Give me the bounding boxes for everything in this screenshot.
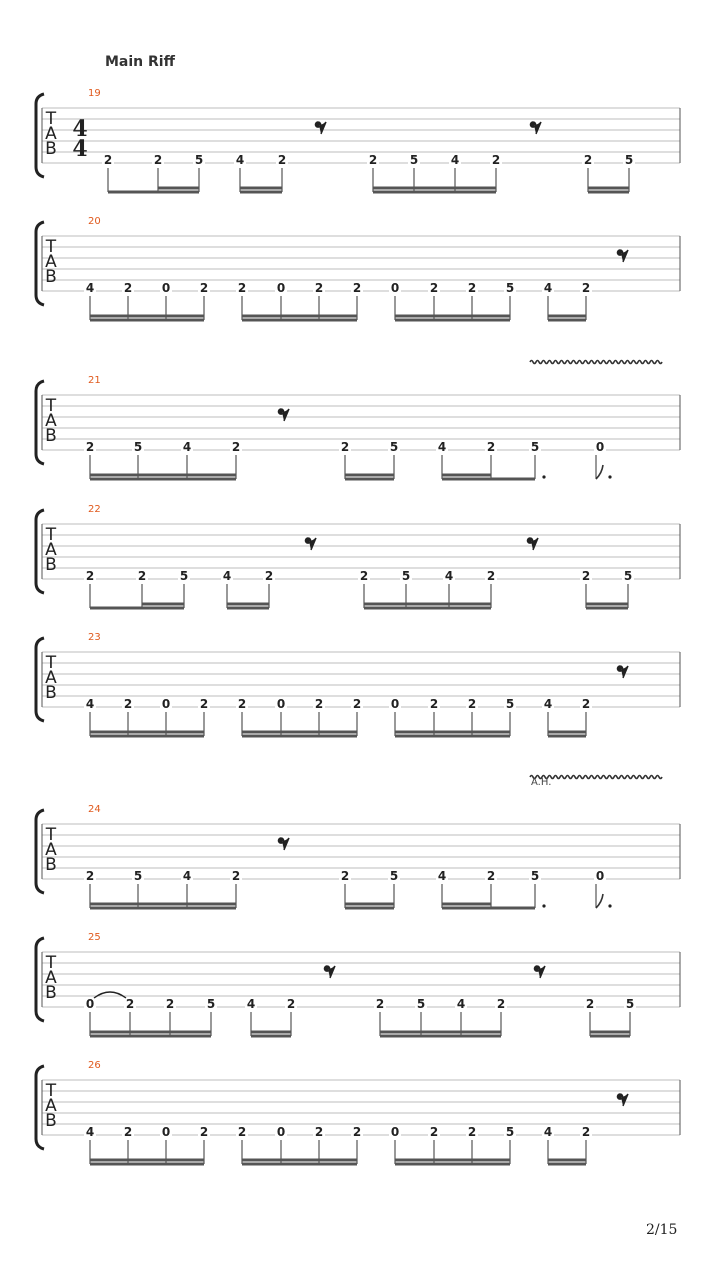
measure-number: 20 <box>88 216 101 227</box>
fret-number: 2 <box>375 997 385 1011</box>
measure-number: 25 <box>88 932 101 943</box>
tab-clef-letter: T <box>45 1081 57 1101</box>
fret-number: 2 <box>581 569 591 583</box>
fret-number: 2 <box>429 697 439 711</box>
tab-clef-letter: B <box>45 426 57 446</box>
tab-clef-letter: T <box>45 825 57 845</box>
eighth-rest <box>315 122 326 134</box>
fret-number: 2 <box>314 281 324 295</box>
fret-number: 2 <box>429 281 439 295</box>
fret-number: 0 <box>161 1125 171 1139</box>
fret-number: 5 <box>505 1125 515 1139</box>
eighth-rest <box>324 966 335 978</box>
fret-number: 2 <box>583 153 593 167</box>
fret-number: 2 <box>314 1125 324 1139</box>
eighth-rest <box>278 838 289 850</box>
system-bracket <box>36 94 44 177</box>
fret-number: 2 <box>352 697 362 711</box>
fret-number: 2 <box>237 697 247 711</box>
eighth-rest <box>278 409 289 421</box>
fret-number: 5 <box>194 153 204 167</box>
fret-number: 2 <box>486 440 496 454</box>
fret-number: 2 <box>352 281 362 295</box>
fret-number: 2 <box>123 281 133 295</box>
tab-system-23 <box>36 632 680 736</box>
fret-number: 0 <box>390 1125 400 1139</box>
tab-clef-letter: A <box>45 1096 57 1116</box>
fret-number: 5 <box>179 569 189 583</box>
fret-number: 5 <box>389 869 399 883</box>
fret-number: 0 <box>390 281 400 295</box>
page-number: 2/15 <box>646 1222 678 1238</box>
vibrato-line <box>530 361 662 364</box>
fret-number: 2 <box>581 697 591 711</box>
fret-number: 5 <box>416 997 426 1011</box>
fret-number: 2 <box>199 1125 209 1139</box>
fret-number: 4 <box>222 569 232 583</box>
fret-number: 2 <box>123 1125 133 1139</box>
tab-system-21 <box>36 361 680 480</box>
system-bracket <box>36 510 44 593</box>
system-bracket <box>36 381 44 464</box>
fret-number: 2 <box>467 697 477 711</box>
fret-number: 4 <box>437 869 447 883</box>
fret-number: 2 <box>153 153 163 167</box>
dot <box>542 475 545 478</box>
fret-number: 5 <box>530 440 540 454</box>
tab-clef-letter: T <box>45 109 57 129</box>
eighth-rest <box>530 122 541 134</box>
note-flag <box>596 465 603 479</box>
fret-number: 4 <box>85 281 95 295</box>
tab-clef-letter: T <box>45 396 57 416</box>
dot <box>542 904 545 907</box>
fret-number: 4 <box>182 440 192 454</box>
fret-number: 4 <box>85 1125 95 1139</box>
tab-clef-letter: A <box>45 411 57 431</box>
fret-number: 2 <box>467 1125 477 1139</box>
note-flag <box>596 894 603 908</box>
fret-number: 5 <box>401 569 411 583</box>
tab-clef-letter: T <box>45 525 57 545</box>
fret-number: 0 <box>161 697 171 711</box>
tab-clef-letter: A <box>45 540 57 560</box>
tab-clef-letter: T <box>45 953 57 973</box>
fret-number: 2 <box>486 569 496 583</box>
fret-number: 2 <box>125 997 135 1011</box>
fret-number: 2 <box>237 281 247 295</box>
measure-number: 19 <box>88 88 101 99</box>
time-sig-numerator: 4 <box>72 116 88 142</box>
fret-number: 2 <box>165 997 175 1011</box>
fret-number: 5 <box>505 697 515 711</box>
fret-number: 2 <box>359 569 369 583</box>
fret-number: 2 <box>368 153 378 167</box>
fret-number: 2 <box>467 281 477 295</box>
fret-number: 2 <box>340 869 350 883</box>
tab-system-25 <box>36 932 680 1036</box>
tab-clef-letter: B <box>45 855 57 875</box>
tab-clef-letter: A <box>45 252 57 272</box>
measure-number: 24 <box>88 804 101 815</box>
fret-number: 5 <box>206 997 216 1011</box>
section-title: Main Riff <box>105 54 175 70</box>
fret-number: 5 <box>133 440 143 454</box>
measure-number: 21 <box>88 375 101 386</box>
fret-number: 0 <box>276 697 286 711</box>
dot <box>608 904 611 907</box>
fret-number: 2 <box>85 569 95 583</box>
fret-number: 5 <box>623 569 633 583</box>
tab-system-22 <box>36 504 680 608</box>
fret-number: 2 <box>486 869 496 883</box>
fret-number: 2 <box>85 869 95 883</box>
fret-number: 5 <box>625 997 635 1011</box>
eighth-rest <box>305 538 316 550</box>
fret-number: 5 <box>133 869 143 883</box>
tab-clef-letter: B <box>45 555 57 575</box>
fret-number: 4 <box>450 153 460 167</box>
fret-number: 4 <box>456 997 466 1011</box>
fret-number: 0 <box>390 697 400 711</box>
measure-number: 26 <box>88 1060 101 1071</box>
measure-number: 22 <box>88 504 101 515</box>
fret-number: 0 <box>85 997 95 1011</box>
fret-number: 0 <box>161 281 171 295</box>
fret-number: 2 <box>286 997 296 1011</box>
fret-number: 2 <box>237 1125 247 1139</box>
fret-number: 2 <box>340 440 350 454</box>
fret-number: 2 <box>352 1125 362 1139</box>
fret-number: 2 <box>123 697 133 711</box>
fret-number: 5 <box>530 869 540 883</box>
fret-number: 4 <box>543 697 553 711</box>
fret-number: 2 <box>137 569 147 583</box>
tab-clef-letter: B <box>45 1111 57 1131</box>
fret-number: 2 <box>85 440 95 454</box>
time-sig-denominator: 4 <box>72 136 88 162</box>
fret-number: 0 <box>595 440 605 454</box>
eighth-rest <box>534 966 545 978</box>
eighth-rest <box>527 538 538 550</box>
fret-number: 0 <box>276 1125 286 1139</box>
fret-number: 2 <box>231 440 241 454</box>
tab-system-26 <box>36 1060 680 1164</box>
fret-number: 4 <box>543 281 553 295</box>
fret-number: 4 <box>235 153 245 167</box>
eighth-rest <box>617 1094 628 1106</box>
tab-clef-letter: T <box>45 237 57 257</box>
fret-number: 2 <box>314 697 324 711</box>
system-bracket <box>36 638 44 721</box>
fret-number: 4 <box>246 997 256 1011</box>
fret-number: 4 <box>543 1125 553 1139</box>
tab-clef-letter: A <box>45 840 57 860</box>
tab-system-19 <box>36 88 680 192</box>
tab-clef-letter: T <box>45 653 57 673</box>
tab-system-20 <box>36 216 680 320</box>
fret-number: 4 <box>182 869 192 883</box>
system-bracket <box>36 1066 44 1149</box>
fret-number: 2 <box>585 997 595 1011</box>
system-bracket <box>36 938 44 1021</box>
tie <box>94 992 126 998</box>
fret-number: 2 <box>581 1125 591 1139</box>
tab-clef-letter: A <box>45 968 57 988</box>
fret-number: 2 <box>103 153 113 167</box>
tab-clef-letter: B <box>45 683 57 703</box>
fret-number: 2 <box>277 153 287 167</box>
system-bracket <box>36 222 44 305</box>
fret-number: 2 <box>199 281 209 295</box>
tab-clef-letter: A <box>45 668 57 688</box>
measure-number: 23 <box>88 632 101 643</box>
tab-clef-letter: B <box>45 267 57 287</box>
fret-number: 2 <box>491 153 501 167</box>
fret-number: 2 <box>429 1125 439 1139</box>
dot <box>608 475 611 478</box>
artificial-harmonic-label: A.H. <box>531 777 552 788</box>
fret-number: 2 <box>264 569 274 583</box>
tab-system-24 <box>36 776 680 909</box>
fret-number: 5 <box>505 281 515 295</box>
fret-number: 4 <box>444 569 454 583</box>
tab-clef-letter: B <box>45 983 57 1003</box>
fret-number: 5 <box>389 440 399 454</box>
eighth-rest <box>617 666 628 678</box>
eighth-rest <box>617 250 628 262</box>
fret-number: 2 <box>199 697 209 711</box>
tab-clef-letter: B <box>45 139 57 159</box>
system-bracket <box>36 810 44 893</box>
fret-number: 2 <box>231 869 241 883</box>
fret-number: 5 <box>624 153 634 167</box>
fret-number: 0 <box>276 281 286 295</box>
fret-number: 2 <box>581 281 591 295</box>
fret-number: 0 <box>595 869 605 883</box>
fret-number: 4 <box>437 440 447 454</box>
fret-number: 2 <box>496 997 506 1011</box>
fret-number: 4 <box>85 697 95 711</box>
tab-clef-letter: A <box>45 124 57 144</box>
fret-number: 5 <box>409 153 419 167</box>
